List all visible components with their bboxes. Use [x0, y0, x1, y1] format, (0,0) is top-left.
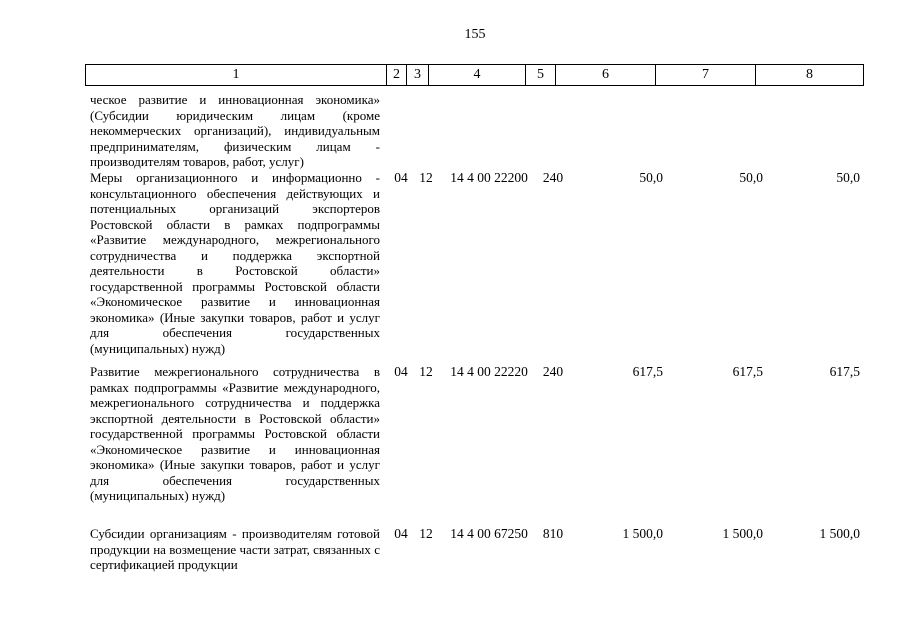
column-header-row: [86, 65, 864, 86]
row-target-article: 14 4 00 22220: [450, 364, 528, 379]
row-target-article: 14 4 00 22200: [450, 170, 528, 185]
row-expense-type: 810: [542, 526, 564, 541]
column-header-2: 2: [387, 65, 407, 86]
row-amount-col6: 50,0: [639, 170, 663, 185]
row-amount-col8: 1 500,0: [819, 526, 860, 541]
column-header-4: 4: [429, 65, 526, 86]
row-amount-col7: 617,5: [732, 364, 763, 379]
row-expense-type: 240: [542, 364, 564, 379]
row-amount-col8: 617,5: [829, 364, 860, 379]
row-description: ческое развитие и инновационная экономика» (Субсидии юридическим лицам (кроме некоммерческих организаций), индивидуальным предпринимателям, физическим лицам - производителям товаров, работ, услуг): [90, 92, 380, 169]
row-amount-col7: 1 500,0: [722, 526, 763, 541]
column-header-3: 3: [407, 65, 429, 86]
row-description: Меры организационного и информационно - консультационного обеспечения действующих и потенциальных организаций экспортеров Ростовской области в рамках подпрограммы «Развитие международного, межрегионального сотрудничества и поддержка экспортной деятельности в Ростовской области» государственной программы Ростовской области «Экономическое развитие и инновационная экономика» (Иные закупки товаров, работ и услуг для обеспечения государственных (муниципальных) нужд): [90, 170, 380, 356]
row-subsection-code: 12: [419, 526, 433, 541]
row-amount-col7: 50,0: [739, 170, 763, 185]
row-section-code: 04: [394, 364, 408, 379]
row-amount-col6: 1 500,0: [622, 526, 663, 541]
column-header-1: 1: [86, 65, 387, 86]
row-description: Субсидии организациям - производителям готовой продукции на возмещение части затрат, связанных с сертификацией продукции: [90, 526, 380, 572]
column-header-7: 7: [656, 65, 756, 86]
row-target-article: 14 4 00 67250: [450, 526, 528, 541]
row-subsection-code: 12: [419, 170, 433, 185]
row-expense-type: 240: [542, 170, 564, 185]
column-header-table: [85, 64, 864, 86]
column-header-6: 6: [556, 65, 656, 86]
row-amount-col8: 50,0: [836, 170, 860, 185]
row-section-code: 04: [394, 170, 408, 185]
column-header-8: 8: [756, 65, 864, 86]
row-subsection-code: 12: [419, 364, 433, 379]
row-amount-col6: 617,5: [632, 364, 663, 379]
page-number: 155: [464, 27, 486, 42]
column-header-5: 5: [526, 65, 556, 86]
row-section-code: 04: [394, 526, 408, 541]
row-description: Развитие межрегионального сотрудничества в рамках подпрограммы «Развитие международного, межрегионального сотрудничества и поддержка экспортной деятельности в Ростовской области» государственной программы Ростовской области «Экономическое развитие и инновационная экономика» (Иные закупки товаров, работ и услуг для обеспечения государственных (муниципальных) нужд): [90, 364, 380, 503]
